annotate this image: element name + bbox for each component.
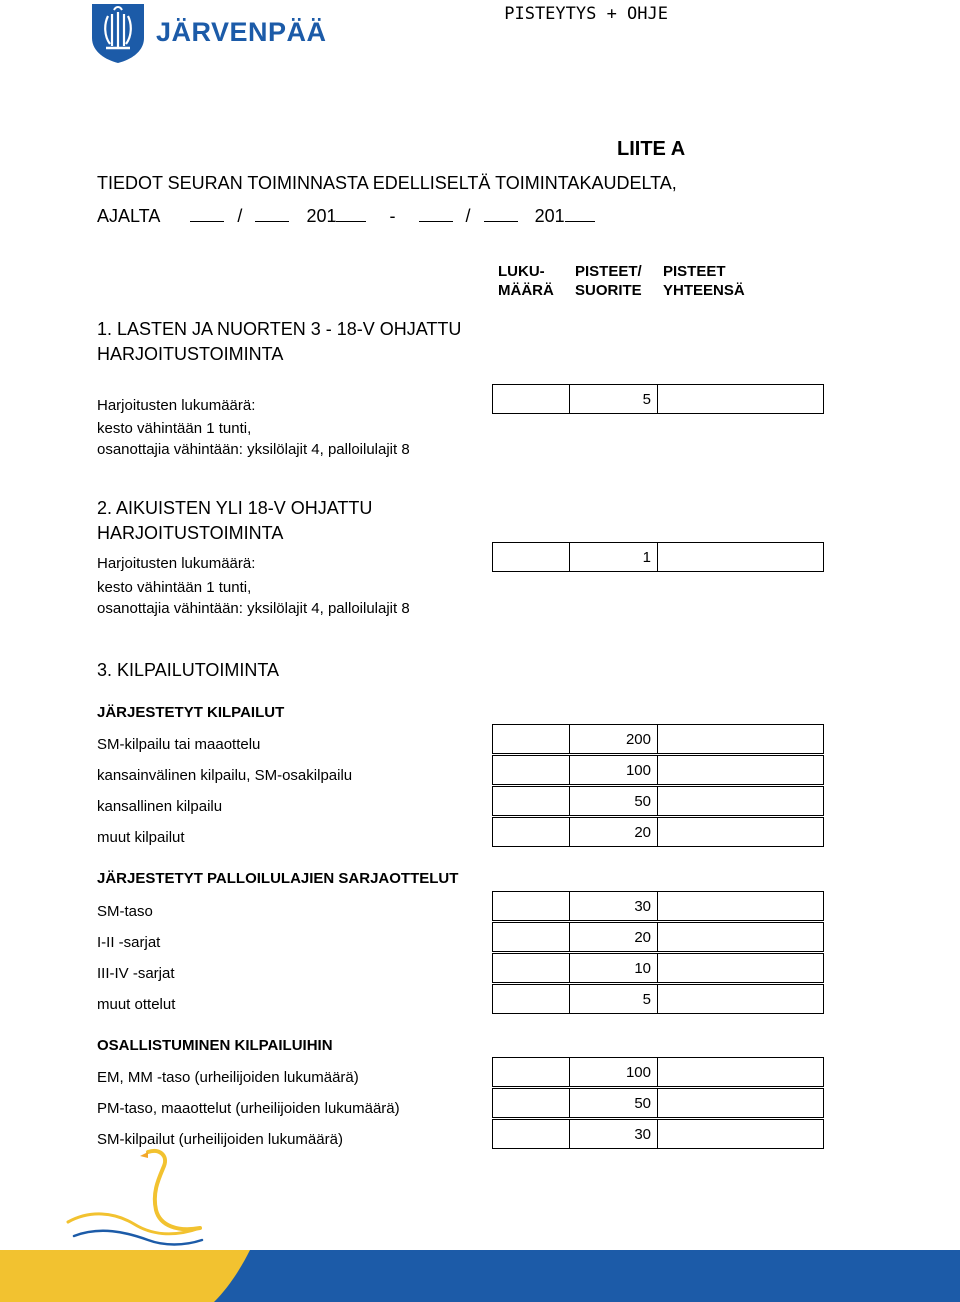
sub2-score-row bbox=[492, 922, 824, 952]
points-per-item: 200 bbox=[569, 724, 658, 754]
document-label: PISTEYTYS + OHJE bbox=[504, 4, 668, 24]
sub2-row-label: SM-taso bbox=[97, 903, 153, 920]
period-line bbox=[97, 206, 595, 227]
document-title: TIEDOT SEURAN TOIMINNASTA EDELLISELTÄ TOIMINTAKAUDELTA, bbox=[97, 173, 677, 193]
period-dash: - bbox=[389, 206, 396, 226]
count-input[interactable] bbox=[492, 1119, 570, 1149]
section2-score-row bbox=[492, 542, 824, 572]
count-input[interactable] bbox=[492, 786, 570, 816]
sub1-row-label: kansallinen kilpailu bbox=[97, 798, 223, 815]
count-input[interactable] bbox=[492, 542, 570, 572]
total-points-input[interactable] bbox=[657, 384, 824, 414]
sub3-row-label: SM-kilpailut (urheilijoiden lukumäärä) bbox=[97, 1131, 343, 1148]
points-per-item: 50 bbox=[569, 786, 658, 816]
count-input[interactable] bbox=[492, 953, 570, 983]
period-slash-2: / bbox=[465, 206, 471, 226]
section2-title: 2. AIKUISTEN YLI 18-V OHJATTU HARJOITUSTOIMINTA bbox=[97, 498, 373, 543]
total-points-input[interactable] bbox=[657, 542, 824, 572]
period-start-year-blank bbox=[336, 207, 366, 222]
total-points-input[interactable] bbox=[657, 984, 824, 1014]
count-input[interactable] bbox=[492, 984, 570, 1014]
count-input[interactable] bbox=[492, 384, 570, 414]
column-header-pisteet-yhteensa: PISTEET YHTEENSÄ bbox=[663, 263, 745, 299]
count-input[interactable] bbox=[492, 1088, 570, 1118]
sub1-row-label: kansainvälinen kilpailu, SM-osakilpailu bbox=[97, 767, 353, 784]
footer-color-band bbox=[0, 1250, 960, 1302]
count-input[interactable] bbox=[492, 922, 570, 952]
count-input[interactable] bbox=[492, 724, 570, 754]
sub3-title: OSALLISTUMINEN KILPAILUIHIN bbox=[97, 1037, 333, 1054]
sub2-row-label: I-II -sarjat bbox=[97, 934, 161, 951]
sub3-row-label: EM, MM -taso (urheilijoiden lukumäärä) bbox=[97, 1069, 359, 1086]
sub1-score-row bbox=[492, 817, 824, 847]
points-per-item: 5 bbox=[569, 984, 658, 1014]
sub2-score-row bbox=[492, 984, 824, 1014]
points-per-item: 30 bbox=[569, 891, 658, 921]
sub1-row-label: SM-kilpailu tai maaottelu bbox=[97, 736, 261, 753]
total-points-input[interactable] bbox=[657, 1057, 824, 1087]
sub2-row-label: III-IV -sarjat bbox=[97, 965, 175, 982]
sub1-score-row bbox=[492, 724, 824, 754]
sub3-score-row bbox=[492, 1057, 824, 1087]
points-per-item: 20 bbox=[569, 817, 658, 847]
points-per-item: 50 bbox=[569, 1088, 658, 1118]
points-per-item: 100 bbox=[569, 1057, 658, 1087]
column-header-lukumaara: LUKU- MÄÄRÄ bbox=[498, 263, 554, 299]
logo-wordmark: JÄRVENPÄÄ bbox=[156, 17, 327, 47]
sub2-row-label: muut ottelut bbox=[97, 996, 176, 1013]
total-points-input[interactable] bbox=[657, 922, 824, 952]
section1-title: 1. LASTEN JA NUORTEN 3 - 18-V OHJATTU HARJOITUSTOIMINTA bbox=[97, 319, 462, 364]
count-input[interactable] bbox=[492, 1057, 570, 1087]
total-points-input[interactable] bbox=[657, 724, 824, 754]
points-per-item: 1 bbox=[569, 542, 658, 572]
column-header-pisteet-suorite: PISTEET/ SUORITE bbox=[575, 263, 642, 299]
period-end-month-blank bbox=[484, 207, 518, 222]
section2-note: kesto vähintään 1 tunti, osanottajia vähintään: yksilölajit 4, palloilulajit 8 bbox=[97, 579, 410, 617]
points-per-item: 30 bbox=[569, 1119, 658, 1149]
sub1-score-row bbox=[492, 786, 824, 816]
count-input[interactable] bbox=[492, 817, 570, 847]
swan-illustration-icon bbox=[60, 1140, 210, 1252]
sub1-title: JÄRJESTETYT KILPAILUT bbox=[97, 704, 285, 721]
jarvenpaa-coat-of-arms-logo bbox=[90, 2, 146, 64]
points-per-item: 5 bbox=[569, 384, 658, 414]
appendix-label: LIITE A bbox=[617, 138, 686, 160]
sub2-score-row bbox=[492, 953, 824, 983]
period-start-day-blank bbox=[190, 207, 224, 222]
period-start-year: 201 bbox=[306, 206, 337, 226]
period-prefix: AJALTA bbox=[97, 206, 160, 226]
section1-note: kesto vähintään 1 tunti, osanottajia vähintään: yksilölajit 4, palloilulajit 8 bbox=[97, 420, 410, 458]
count-input[interactable] bbox=[492, 755, 570, 785]
sub3-score-row bbox=[492, 1119, 824, 1149]
period-end-year-blank bbox=[565, 207, 595, 222]
sub2-score-row bbox=[492, 891, 824, 921]
total-points-input[interactable] bbox=[657, 817, 824, 847]
total-points-input[interactable] bbox=[657, 786, 824, 816]
sub1-score-row bbox=[492, 755, 824, 785]
count-input[interactable] bbox=[492, 891, 570, 921]
sub3-score-row bbox=[492, 1088, 824, 1118]
section2-row-label: Harjoitusten lukumäärä: bbox=[97, 555, 256, 572]
points-per-item: 10 bbox=[569, 953, 658, 983]
section1-score-row bbox=[492, 384, 824, 414]
sub3-row-label: PM-taso, maaottelut (urheilijoiden lukumäärä) bbox=[97, 1100, 400, 1117]
total-points-input[interactable] bbox=[657, 1088, 824, 1118]
total-points-input[interactable] bbox=[657, 953, 824, 983]
total-points-input[interactable] bbox=[657, 891, 824, 921]
total-points-input[interactable] bbox=[657, 1119, 824, 1149]
points-per-item: 20 bbox=[569, 922, 658, 952]
sub2-title: JÄRJESTETYT PALLOILULAJIEN SARJAOTTELUT bbox=[97, 870, 459, 887]
period-end-day-blank bbox=[419, 207, 453, 222]
section3-title: 3. KILPAILUTOIMINTA bbox=[97, 660, 280, 680]
sub1-row-label: muut kilpailut bbox=[97, 829, 185, 846]
total-points-input[interactable] bbox=[657, 755, 824, 785]
period-slash: / bbox=[237, 206, 243, 226]
period-start-month-blank bbox=[255, 207, 289, 222]
points-per-item: 100 bbox=[569, 755, 658, 785]
period-end-year: 201 bbox=[534, 206, 565, 226]
section1-row-label: Harjoitusten lukumäärä: bbox=[97, 397, 256, 414]
